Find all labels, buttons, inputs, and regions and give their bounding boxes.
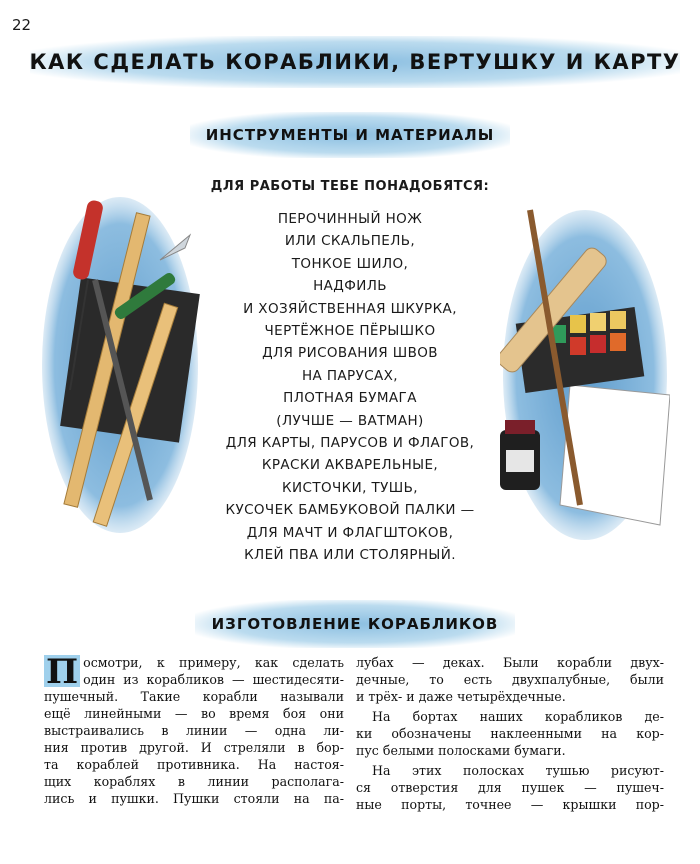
materials-item: КУСОЧЕК БАМБУКОВОЙ ПАЛКИ — xyxy=(225,502,475,519)
page-number: 22 xyxy=(12,16,32,34)
body-line: лись и пушки. Пушки стояли на па- xyxy=(44,791,344,806)
body-line: На бортах наших корабликов де- xyxy=(372,709,664,724)
body-column-left xyxy=(44,654,344,807)
body-line: пушечный. Такие корабли называли xyxy=(44,689,344,704)
paint-swatch xyxy=(570,315,586,333)
body-line: пус белыми полосками бумаги. xyxy=(356,743,566,758)
materials-item: (ЛУЧШЕ — ВАТМАН) xyxy=(276,412,424,429)
body-line: ки обозначены наклеенными на кор- xyxy=(356,726,664,741)
materials-item: ПЕРОЧИННЫЙ НОЖ xyxy=(277,211,423,227)
paper-sheet-shape xyxy=(560,385,670,525)
materials-item: ИЛИ СКАЛЬПЕЛЬ, xyxy=(284,233,416,250)
section-title-banner-tools xyxy=(190,112,510,158)
section-title-ships: ИЗГОТОВЛЕНИЕ КОРАБЛИКОВ xyxy=(211,615,499,633)
materials-item: ДЛЯ МАЧТ И ФЛАГШТОКОВ, xyxy=(246,524,454,541)
materials-item: ДЛЯ РИСОВАНИЯ ШВОВ xyxy=(262,345,438,362)
body-line: ещё линейными — во время боя они xyxy=(44,706,344,721)
body-line: лубах — деках. Были корабли двух- xyxy=(356,655,664,670)
section-title-banner-ships xyxy=(195,600,515,648)
materials-item: И ХОЗЯЙСТВЕННАЯ ШКУРКА, xyxy=(243,300,457,317)
materials-item: ТОНКОЕ ШИЛО, xyxy=(291,255,409,272)
materials-list xyxy=(190,176,510,567)
paint-swatch xyxy=(610,333,626,351)
body-line: ся отверстия для пушек — пушеч- xyxy=(356,780,664,795)
body-line: ные порты, точнее — крышки пор- xyxy=(356,797,664,812)
materials-item: НАДФИЛЬ xyxy=(313,278,387,295)
body-line: та кораблей противника. На настоя- xyxy=(44,757,344,772)
dropcap: П xyxy=(46,652,79,692)
materials-item: ДЛЯ КАРТЫ, ПАРУСОВ И ФЛАГОВ, xyxy=(225,435,475,452)
materials-item: КРАСКИ АКВАРЕЛЬНЫЕ, xyxy=(261,457,439,474)
body-line: один из корабликов — шестидесяти- xyxy=(83,672,344,687)
body-line: На этих полосках тушью рисуют- xyxy=(372,763,664,778)
ink-bottle-label-shape xyxy=(506,450,534,472)
body-line: щих кораблях в линии располага- xyxy=(44,774,344,789)
paint-swatch xyxy=(590,335,606,353)
body-line: дечные, то есть двухпалубные, были xyxy=(356,672,664,687)
tools-illustration xyxy=(40,190,200,540)
paint-swatch xyxy=(570,337,586,355)
section-title-tools: ИНСТРУМЕНТЫ И МАТЕРИАЛЫ xyxy=(205,126,495,144)
materials-item: ЧЕРТЁЖНОЕ ПЁРЫШКО xyxy=(264,323,436,340)
materials-item: КИСТОЧКИ, ТУШЬ, xyxy=(282,479,418,496)
materials-item: КЛЕЙ ПВА ИЛИ СТОЛЯРНЫЙ. xyxy=(244,547,456,564)
body-line: выстраивались в линии — одна ли- xyxy=(44,723,344,738)
body-column-right xyxy=(356,654,664,813)
page-title: КАК СДЕЛАТЬ КОРАБЛИКИ, ВЕРТУШКУ И КАРТУ xyxy=(29,50,681,74)
body-line: и трёх- и даже четырёхдечные. xyxy=(356,689,566,704)
materials-illustration xyxy=(500,205,670,555)
paint-swatch xyxy=(590,313,606,331)
body-line: ния против другой. И стреляли в бор- xyxy=(44,740,344,755)
materials-item: ПЛОТНАЯ БУМАГА xyxy=(283,390,417,407)
materials-item: НА ПАРУСАХ, xyxy=(301,367,399,384)
paint-swatch xyxy=(610,311,626,329)
main-title-banner xyxy=(30,36,680,88)
materials-intro: ДЛЯ РАБОТЫ ТЕБЕ ПОНАДОБЯТСЯ: xyxy=(210,179,490,194)
body-line: осмотри, к примеру, как сделать xyxy=(83,655,344,670)
